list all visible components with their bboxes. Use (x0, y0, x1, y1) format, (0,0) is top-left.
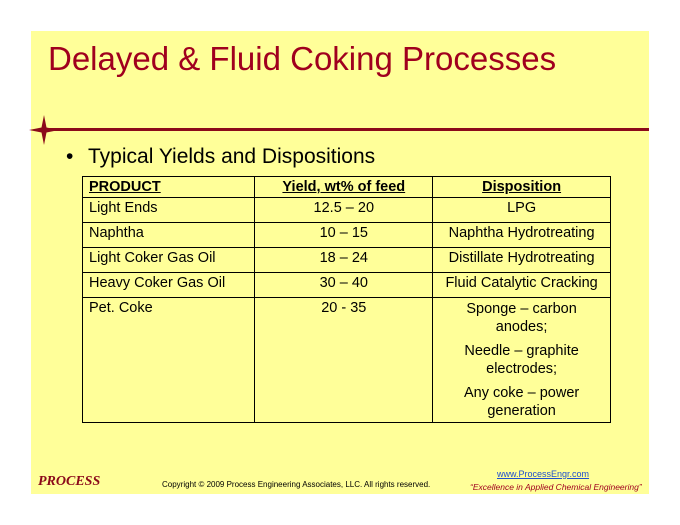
cell-yield: 10 – 15 (255, 223, 433, 248)
header-yield: Yield, wt% of feed (255, 177, 433, 198)
header-product: PRODUCT (83, 177, 255, 198)
cell-yield: 18 – 24 (255, 248, 433, 273)
table-row (83, 248, 611, 273)
cell-disposition: Distillate Hydrotreating (433, 248, 611, 273)
cell-product: Pet. Coke (83, 298, 255, 423)
table-row (83, 223, 611, 248)
cell-product: Light Coker Gas Oil (83, 248, 255, 273)
cell-product: Light Ends (83, 198, 255, 223)
cell-disposition (433, 298, 611, 423)
cell-disposition: Naphtha Hydrotreating (433, 223, 611, 248)
title-divider (40, 128, 649, 131)
cell-product: Heavy Coker Gas Oil (83, 273, 255, 298)
disposition-line: Sponge – carbon anodes; (466, 301, 577, 335)
cell-product: Naphtha (83, 223, 255, 248)
header-disposition: Disposition (433, 177, 611, 198)
cell-disposition: Fluid Catalytic Cracking (433, 273, 611, 298)
table-row (83, 273, 611, 298)
disposition-line: Needle – graphite electrodes; (464, 343, 579, 377)
table-header-row (83, 177, 611, 198)
yields-table (82, 176, 611, 423)
bullet-dot: • (66, 145, 74, 168)
disposition-line: Any coke – power generation (463, 385, 580, 419)
cell-disposition: LPG (433, 198, 611, 223)
table-row (83, 298, 611, 423)
cell-yield: 20 - 35 (255, 298, 433, 423)
slide-title: Delayed & Fluid Coking Processes (48, 40, 557, 77)
bullet-item (66, 145, 375, 169)
cell-yield: 12.5 – 20 (255, 198, 433, 223)
star-icon (29, 115, 59, 145)
website-link[interactable]: www.ProcessEngr.com (497, 469, 590, 479)
tagline-text: “Excellence in Applied Chemical Engineering” (470, 482, 642, 492)
copyright-text: Copyright © 2009 Process Engineering Associates, LLC. All rights reserved. (162, 480, 431, 489)
table-row (83, 198, 611, 223)
cell-yield: 30 – 40 (255, 273, 433, 298)
bullet-text: Typical Yields and Dispositions (88, 145, 376, 168)
process-logo: PROCESS (38, 474, 101, 489)
